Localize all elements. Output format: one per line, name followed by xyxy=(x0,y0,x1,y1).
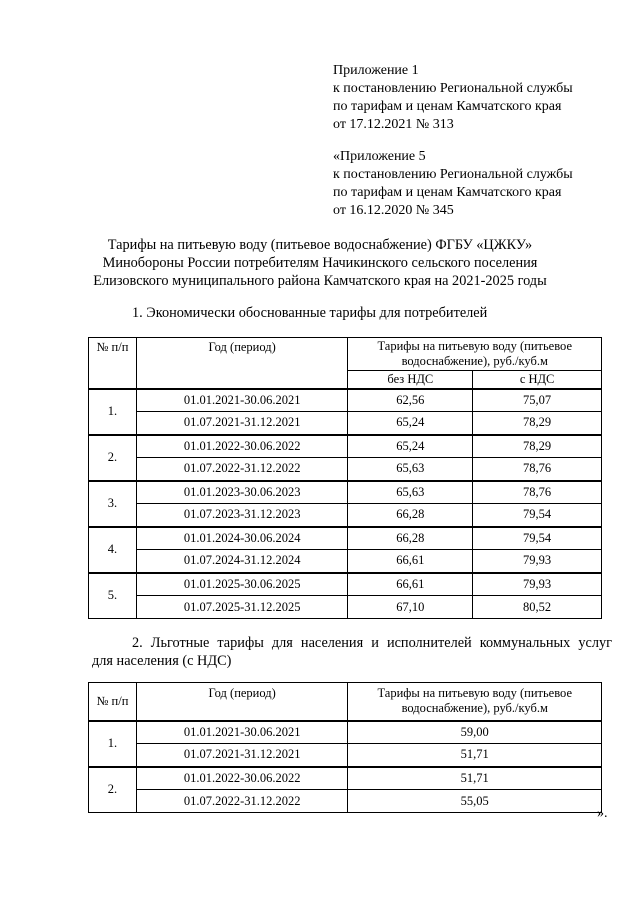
table-row xyxy=(89,790,602,813)
period-cell: 01.07.2021-31.12.2021 xyxy=(136,744,348,767)
closing-quote: ». xyxy=(597,806,608,821)
section-2-heading-line: для населения (с НДС) xyxy=(92,653,232,669)
table-row xyxy=(89,573,602,596)
header-tariff: Тарифы на питьевую воду (питьевое водоснабжение), руб./куб.м xyxy=(348,683,602,721)
no-vat-cell: 65,24 xyxy=(348,435,473,458)
annex-1-reference xyxy=(333,62,573,134)
no-vat-cell: 65,24 xyxy=(348,412,473,435)
with-vat-cell: 78,29 xyxy=(473,435,602,458)
period-cell: 01.01.2023-30.06.2023 xyxy=(136,481,348,504)
with-vat-cell: 78,76 xyxy=(473,481,602,504)
with-vat-cell: 79,93 xyxy=(473,573,602,596)
tariff-cell: 55,05 xyxy=(348,790,602,813)
period-cell: 01.01.2025-30.06.2025 xyxy=(136,573,348,596)
table-row xyxy=(89,481,602,504)
period-cell: 01.07.2025-31.12.2025 xyxy=(136,596,348,619)
row-number: 1. xyxy=(89,721,137,767)
period-cell: 01.01.2021-30.06.2021 xyxy=(136,389,348,412)
with-vat-cell: 79,54 xyxy=(473,504,602,527)
with-vat-cell: 79,54 xyxy=(473,527,602,550)
header-with-vat: с НДС xyxy=(473,371,602,389)
no-vat-cell: 66,28 xyxy=(348,527,473,550)
with-vat-cell: 80,52 xyxy=(473,596,602,619)
no-vat-cell: 66,28 xyxy=(348,504,473,527)
table-row xyxy=(89,744,602,767)
row-number: 2. xyxy=(89,435,137,481)
period-cell: 01.07.2022-31.12.2022 xyxy=(136,458,348,481)
row-number: 4. xyxy=(89,527,137,573)
table-row xyxy=(89,527,602,550)
annex-line: от 17.12.2021 № 313 xyxy=(333,117,454,132)
with-vat-cell: 78,76 xyxy=(473,458,602,481)
header-num: № п/п xyxy=(89,338,137,389)
annex-line: Приложение 1 xyxy=(333,63,419,78)
period-cell: 01.07.2021-31.12.2021 xyxy=(136,412,348,435)
annex-line: «Приложение 5 xyxy=(333,149,426,164)
period-cell: 01.07.2022-31.12.2022 xyxy=(136,790,348,813)
row-number: 2. xyxy=(89,767,137,813)
table-row xyxy=(89,458,602,481)
section-1-heading: 1. Экономически обоснованные тарифы для потребителей xyxy=(132,305,488,321)
period-cell: 01.01.2022-30.06.2022 xyxy=(136,767,348,790)
with-vat-cell: 79,93 xyxy=(473,550,602,573)
period-cell: 01.07.2024-31.12.2024 xyxy=(136,550,348,573)
period-cell: 01.01.2021-30.06.2021 xyxy=(136,721,348,744)
no-vat-cell: 67,10 xyxy=(348,596,473,619)
header-tariff: Тарифы на питьевую воду (питьевое водоснабжение), руб./куб.м xyxy=(348,338,602,371)
table-row xyxy=(89,596,602,619)
economic-tariffs-table xyxy=(88,337,602,619)
no-vat-cell: 66,61 xyxy=(348,550,473,573)
header-period: Год (период) xyxy=(136,338,348,389)
title-line: Тарифы на питьевую воду (питьевое водоснабжение) ФГБУ «ЦЖКУ» xyxy=(107,237,533,253)
table-row xyxy=(89,435,602,458)
section-2-heading xyxy=(92,634,612,670)
with-vat-cell: 78,29 xyxy=(473,412,602,435)
section-2-heading-line: 2. Льготные тарифы для населения и исполнителей коммунальных услуг xyxy=(132,635,612,651)
title-line: Елизовского муниципального района Камчатского края на 2021-2025 годы xyxy=(93,273,547,289)
title-line: Минобороны России потребителям Начикинского сельского поселения xyxy=(102,255,538,271)
tariff-cell: 51,71 xyxy=(348,767,602,790)
period-cell: 01.07.2023-31.12.2023 xyxy=(136,504,348,527)
document-title xyxy=(60,236,580,290)
tariff-cell: 59,00 xyxy=(348,721,602,744)
annex-line: от 16.12.2020 № 345 xyxy=(333,203,454,218)
table-row xyxy=(89,389,602,412)
period-cell: 01.01.2022-30.06.2022 xyxy=(136,435,348,458)
row-number: 3. xyxy=(89,481,137,527)
preferential-tariffs-table xyxy=(88,682,602,813)
table-row xyxy=(89,767,602,790)
row-number: 1. xyxy=(89,389,137,435)
period-cell: 01.01.2024-30.06.2024 xyxy=(136,527,348,550)
annex-line: к постановлению Региональной службы xyxy=(333,81,573,96)
header-no-vat: без НДС xyxy=(348,371,473,389)
table-row xyxy=(89,412,602,435)
annex-5-reference xyxy=(333,148,573,220)
with-vat-cell: 75,07 xyxy=(473,389,602,412)
annex-line: к постановлению Региональной службы xyxy=(333,167,573,182)
header-period: Год (период) xyxy=(136,683,348,721)
annex-line: по тарифам и ценам Камчатского края xyxy=(333,99,562,114)
no-vat-cell: 66,61 xyxy=(348,573,473,596)
header-num: № п/п xyxy=(89,683,137,721)
table-row xyxy=(89,721,602,744)
annex-line: по тарифам и ценам Камчатского края xyxy=(333,185,562,200)
no-vat-cell: 62,56 xyxy=(348,389,473,412)
table-row xyxy=(89,504,602,527)
no-vat-cell: 65,63 xyxy=(348,458,473,481)
row-number: 5. xyxy=(89,573,137,619)
table-row xyxy=(89,550,602,573)
tariff-cell: 51,71 xyxy=(348,744,602,767)
no-vat-cell: 65,63 xyxy=(348,481,473,504)
